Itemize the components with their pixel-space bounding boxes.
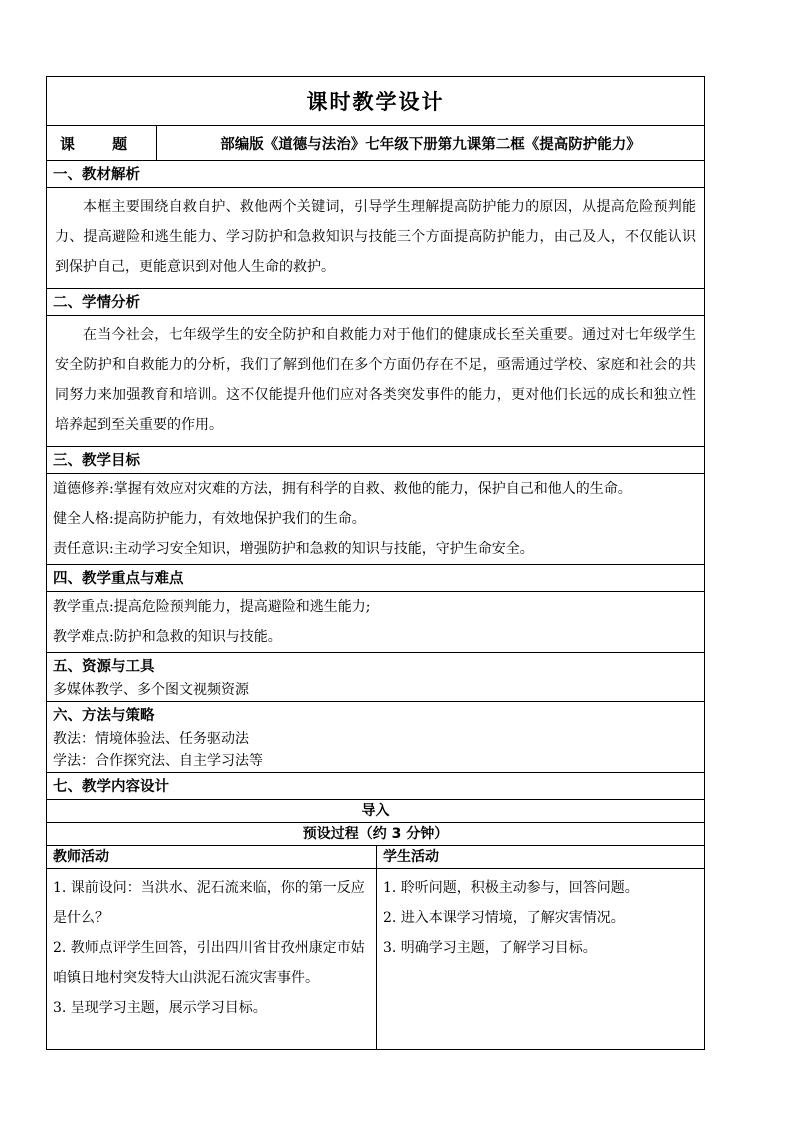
section-heading: 三、教学目标 <box>53 453 140 469</box>
teacher-activity-item: 3. 呈现学习主题，展示学习目标。 <box>53 1000 267 1016</box>
method-line: 教法：情境体验法、任务驱动法 <box>53 731 249 747</box>
section-students <box>47 289 705 316</box>
teacher-activity-item: 1. 课前设问：当洪水、泥石流来临，你的第一反应是什么？ <box>53 880 365 926</box>
textbook-paragraph: 本框主要围绕自救自护、救他两个关键词，引导学生理解提高防护能力的原因，从提高危险预判能力、提高避险和逃生能力、学习防护和急救知识与技能三个方面提高防护能力，由己及人，不仅能认识到保护自己，更能意识到对他人生命的救护。 <box>55 199 697 275</box>
section-heading: 六、方法与策略 <box>53 708 155 724</box>
section-heading: 一、教材解析 <box>53 167 140 183</box>
student-activity-item: 3. 明确学习主题，了解学习目标。 <box>383 940 597 956</box>
key-point-line: 教学重点:提高危险预判能力，提高避险和逃生能力; <box>53 599 371 615</box>
lesson-title: 部编版《道德与法治》七年级下册第九课第二框《提高防护能力》 <box>157 126 705 161</box>
lesson-plan-table <box>46 76 705 1050</box>
goal-line: 道德修养:掌握有效应对灾难的方法，拥有科学的自救、救他的能力，保护自己和他人的生命。 <box>53 481 632 497</box>
section-heading: 五、资源与工具 <box>53 659 155 675</box>
section-methods <box>47 702 705 773</box>
process-title: 预设过程（约 3 分钟） <box>47 823 705 846</box>
goal-line: 责任意识:主动学习安全知识，增强防护和急救的知识与技能，守护生命安全。 <box>53 541 534 557</box>
section-textbook-body <box>47 188 705 289</box>
students-paragraph: 在当今社会，七年级学生的安全防护和自救能力对于他们的健康成长至关重要。通过对七年级学生安全防护和自救能力的分析，我们了解到他们在多个方面仍存在不足，亟需通过学校、家庭和社会的共同努力来加强教育和培训。这不仅能提升他们应对各类突发事件的能力，更对他们长远的成长和独立性培养起到至关重要的作用。 <box>55 327 697 433</box>
stage-title: 导入 <box>47 800 705 823</box>
section-key-points <box>47 565 705 592</box>
student-activity-item: 2. 进入本课学习情境，了解灾害情况。 <box>383 910 625 926</box>
method-line: 学法：合作探究法、自主学习法等 <box>53 753 263 769</box>
teacher-activity-header: 教师活动 <box>47 846 377 869</box>
teacher-activity-item: 2. 教师点评学生回答，引出四川省甘孜州康定市姑咱镇日地村突发特大山洪泥石流灾害事件。 <box>53 940 365 986</box>
section-heading: 四、教学重点与难点 <box>53 571 184 587</box>
section-content <box>47 773 705 800</box>
section-key-points-body <box>47 592 705 653</box>
section-resources <box>47 653 705 702</box>
resource-line: 多媒体教学、多个图文视频资源 <box>53 682 249 698</box>
key-point-line: 教学难点:防护和急救的知识与技能。 <box>53 629 282 645</box>
teacher-activity-cell <box>47 869 377 1050</box>
goal-line: 健全人格:提高防护能力，有效地保护我们的生命。 <box>53 511 366 527</box>
student-activity-cell <box>377 869 705 1050</box>
student-activity-header: 学生活动 <box>377 846 705 869</box>
section-goals <box>47 447 705 474</box>
student-activity-item: 1. 聆听问题，积极主动参与，回答问题。 <box>383 880 639 896</box>
lesson-plan-document <box>46 76 704 1050</box>
section-students-body <box>47 316 705 447</box>
section-goals-body <box>47 474 705 565</box>
section-textbook <box>47 161 705 188</box>
section-heading: 七、教学内容设计 <box>53 779 169 795</box>
lesson-label: 课 题 <box>47 126 157 161</box>
section-heading: 二、学情分析 <box>53 295 140 311</box>
document-title: 课时教学设计 <box>47 77 705 126</box>
